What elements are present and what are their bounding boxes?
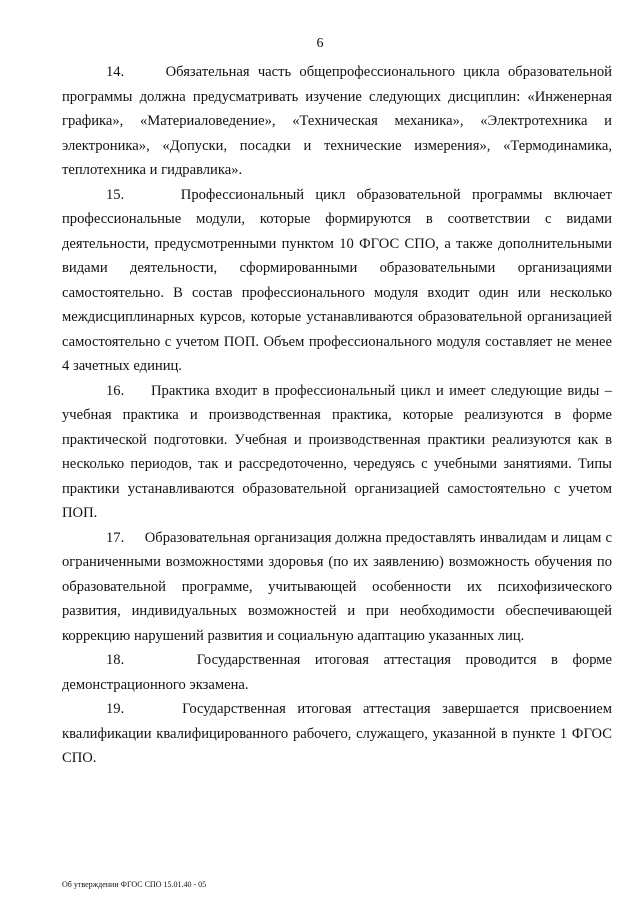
paragraph-text: Государственная итоговая аттестация проводится в форме демонстрационного экзамена. bbox=[62, 652, 612, 693]
paragraph-18 bbox=[62, 648, 612, 697]
paragraph-number: 18. bbox=[106, 652, 125, 668]
paragraph-text: Обязательная часть общепрофессионального цикла образовательной программы должна предусматривать изучение следующих дисциплин: «Инженерная графика», «Материаловедение», «Техническая механика», «Электротехника и электроника», «Допуски, посадки и технические измерения», «Термодинамика, теплотехника и гидравлика». bbox=[62, 64, 612, 178]
paragraph-text: Профессиональный цикл образовательной программы включает профессиональные модули, которые формируются в соответствии с видами деятельности, предусмотренными пунктом 10 ФГОС СПО, а также дополнительными видами деятельности, сформированными образовательными организациями самостоятельно. В состав профессионального модуля входит один или несколько междисциплинарных курсов, которые устанавливаются образовательной организацией самостоятельно с учетом ПОП. Объем профессионального модуля составляет не менее 4 зачетных единиц. bbox=[62, 186, 612, 374]
paragraph-text: Практика входит в профессиональный цикл и имеет следующие виды – учебная практика и производственная практика, которые реализуются в форме практической подготовки. Учебная и производственная практики реализуются как в несколько периодов, так и рассредоточенно, чередуясь с учебными занятиями. Типы практики устанавливаются образовательной организацией самостоятельно с учетом ПОП. bbox=[62, 382, 612, 521]
document-body bbox=[62, 60, 612, 771]
paragraph-number: 15. bbox=[106, 186, 125, 203]
paragraph-number: 17. bbox=[106, 529, 125, 546]
paragraph-15 bbox=[62, 183, 612, 379]
paragraph-number: 14. bbox=[106, 64, 125, 80]
paragraph-number: 19. bbox=[106, 701, 125, 717]
footer-note: Об утверждении ФГОС СПО 15.01.40 - 05 bbox=[62, 880, 207, 889]
page-number: 6 bbox=[316, 36, 324, 51]
paragraph-14 bbox=[62, 60, 612, 183]
paragraph-16 bbox=[62, 379, 612, 526]
paragraph-text: Государственная итоговая аттестация завершается присвоением квалификации квалифицированного рабочего, служащего, указанной в пункте 1 ФГОС СПО. bbox=[62, 701, 612, 766]
paragraph-19 bbox=[62, 697, 612, 771]
paragraph-text: Образовательная организация должна предоставлять инвалидам и лицам с ограниченными возможностями здоровья (по их заявлению) возможность обучения по образовательной программе, учитывающей особенности их психофизического развития, индивидуальных возможностей и при необходимости обеспечивающей коррекцию нарушений развития и социальную адаптацию указанных лиц. bbox=[62, 529, 612, 644]
paragraph-number: 16. bbox=[106, 382, 125, 399]
paragraph-17 bbox=[62, 526, 612, 649]
